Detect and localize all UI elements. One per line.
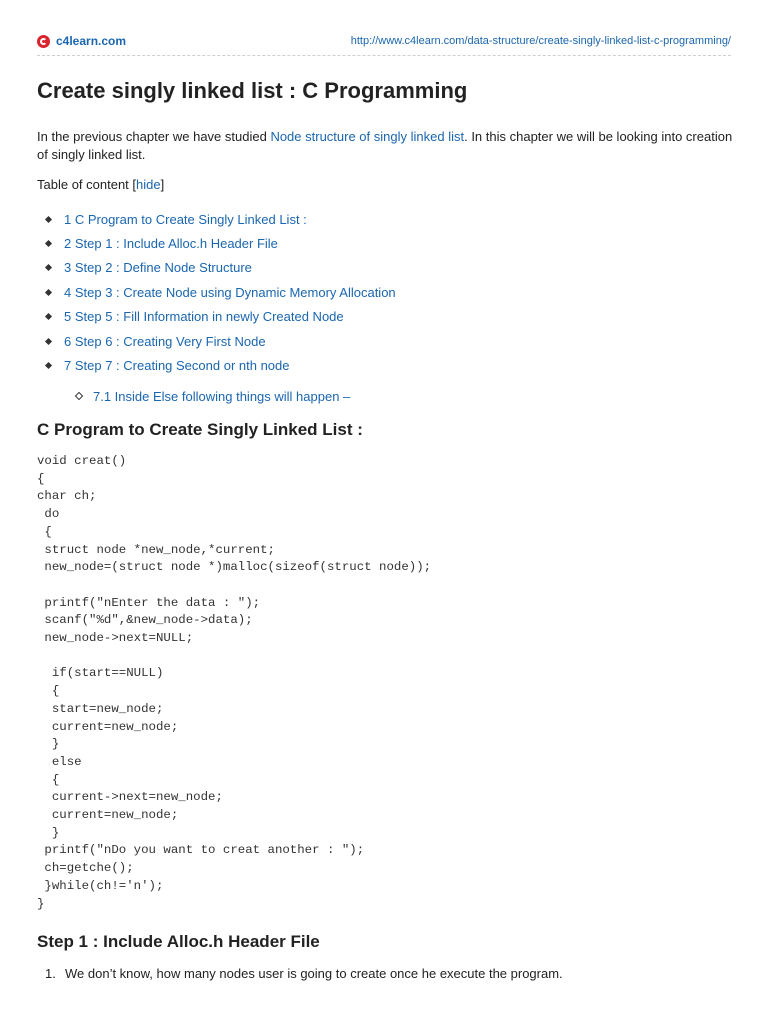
toc-header [37, 177, 164, 192]
toc-sublink[interactable]: 7.1 Inside Else following things will happen – [93, 388, 351, 404]
brand-link[interactable]: c4learn.com [56, 34, 127, 48]
diamond-bullet-icon [45, 216, 52, 223]
list-item-number: 1. [45, 966, 56, 981]
brand[interactable] [37, 34, 126, 48]
intro-paragraph [37, 128, 737, 164]
section-heading-step1: Step 1 : Include Alloc.h Header File [37, 932, 320, 951]
diamond-bullet-icon [45, 264, 52, 271]
toc-item [46, 329, 396, 353]
toc-item [46, 280, 396, 304]
toc-hide-link[interactable]: hide [136, 177, 161, 192]
toc-link[interactable]: 1 C Program to Create Singly Linked List : [64, 211, 307, 227]
diamond-bullet-icon [45, 362, 52, 369]
toc-item [46, 231, 396, 255]
page-title: Create singly linked list : C Programming [37, 78, 468, 103]
diamond-bullet-icon [45, 289, 52, 296]
step-list [37, 966, 563, 981]
intro-text-before: In the previous chapter we have studied [37, 129, 271, 144]
toc-link[interactable]: 2 Step 1 : Include Alloc.h Header File [64, 236, 278, 252]
toc-label-before: Table of content [ [37, 177, 137, 192]
toc-item [46, 305, 396, 329]
code-block: void creat() { char ch; do { struct node *new_node,*current; new_node=(struct node *)malloc(sizeof(struct node)); printf("nEnter the data : "); scanf("%d",&new_node->data); new_node->next=NULL; if(start==NULL) { start=new_node; current=new_node; } else { current->next=new_node; current=new_node; } printf("nDo you want to creat another : "); ch=getche(); }while(ch!='n'); } [37, 454, 432, 911]
toc-item [46, 207, 396, 231]
diamond-bullet-icon [45, 313, 52, 320]
diamond-bullet-icon [45, 240, 52, 247]
toc-subitem [76, 384, 350, 408]
list-item [37, 966, 563, 981]
toc-label-after: ] [160, 177, 165, 192]
toc-link[interactable]: 3 Step 2 : Define Node Structure [64, 260, 252, 276]
header-divider [37, 55, 731, 56]
intro-text-after: . In this chapter we will be looking into creation of singly linked list. [37, 129, 733, 162]
toc-link[interactable]: 5 Step 5 : Fill Information in newly Created Node [64, 309, 344, 325]
diamond-bullet-icon [45, 338, 52, 345]
hollow-diamond-bullet-icon [75, 392, 83, 400]
toc-link[interactable]: 4 Step 3 : Create Node using Dynamic Memory Allocation [64, 284, 396, 300]
page-url-link[interactable]: http://www.c4learn.com/data-structure/create-singly-linked-list-c-programming/ [350, 35, 731, 47]
site-header [37, 33, 731, 49]
section-heading-program: C Program to Create Singly Linked List : [37, 420, 363, 439]
c4learn-logo-icon [37, 35, 50, 48]
node-structure-link[interactable]: Node structure of singly linked list [270, 129, 465, 144]
list-item-text: We don’t know, how many nodes user is going to create once he execute the program. [65, 966, 563, 981]
toc-item [46, 256, 396, 280]
table-of-contents [46, 207, 396, 404]
toc-link[interactable]: 7 Step 7 : Creating Second or nth node [64, 358, 290, 374]
toc-link[interactable]: 6 Step 6 : Creating Very First Node [64, 333, 266, 349]
toc-item [46, 353, 396, 377]
